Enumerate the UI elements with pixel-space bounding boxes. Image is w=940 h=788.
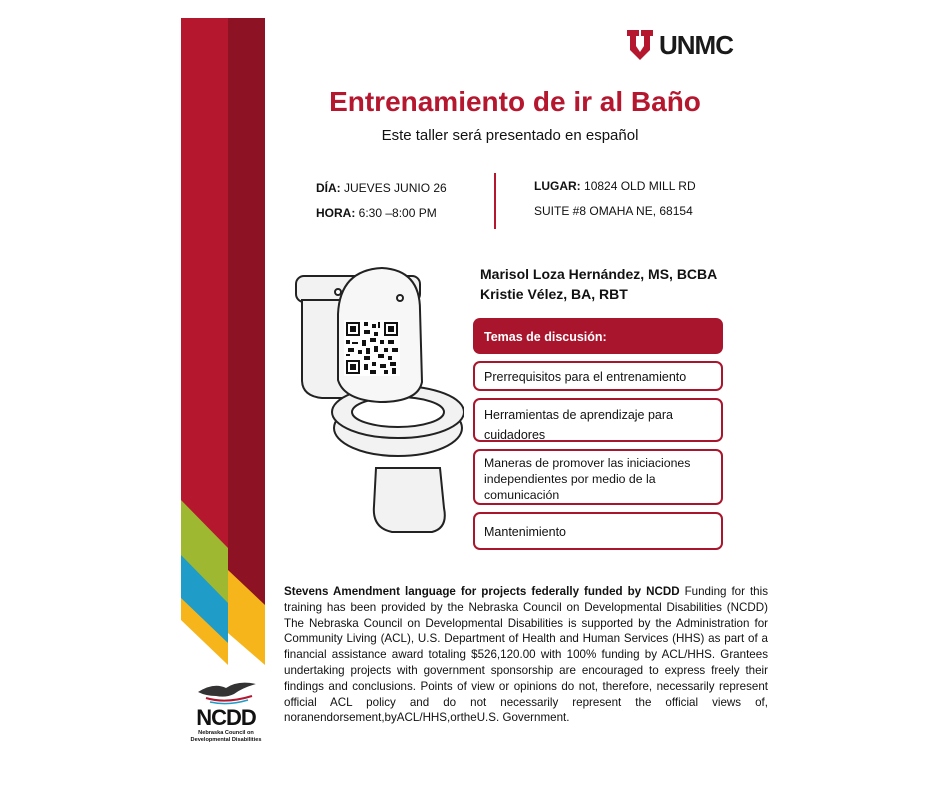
toilet-illustration-icon	[292, 262, 464, 544]
disclaimer-body: Funding for this training has been provided by the Nebraska Council on Developmental Disabilities (NCDD) The Nebraska Council on Developmental Disabilities is supported by the Administration for Community Living (ACL), U.S. Department of Health and Human Services (HHS) as part of a financial assistance award totaling $526,120.00 with 100% funding by ACL/HHS. Grantees undertaking projects with government sponsorship are encouraged to express freely their findings and conclusions. Points of view or opinions do not, therefore, necessarily represent official ACL policy and do not necessarily represent the official views of, noranendorsement,byACL/HHS,ortheU.S. Government.	[284, 585, 768, 725]
topic-item-2	[473, 398, 723, 442]
day-value: JUEVES JUNIO 26	[344, 181, 447, 195]
ncdd-subtitle-line-2: Developmental Disabilities	[190, 736, 262, 743]
event-place	[534, 179, 696, 193]
event-time	[316, 206, 437, 220]
ncdd-subtitle-line-1: Nebraska Council on	[198, 730, 254, 736]
place-label: LUGAR:	[534, 179, 581, 193]
presenter-2: Kristie Vélez, BA, RBT	[480, 286, 628, 302]
ncdd-bird-icon	[196, 678, 260, 706]
page-title: Entrenamiento de ir al Baño	[329, 86, 701, 117]
topic-item-2-text: Herramientas de aprendizaje para cuidadores	[484, 408, 673, 442]
disclaimer-heading: Stevens Amendment language for projects federally funded by NCDD	[284, 585, 680, 598]
unmc-logo-text: UNMC	[659, 30, 733, 60]
time-value: 6:30 –8:00 PM	[358, 206, 437, 220]
ncdd-logo-text: NCDD	[196, 705, 256, 730]
time-label: HORA:	[316, 206, 356, 220]
presenters	[480, 264, 717, 304]
ncdd-subtitle	[180, 730, 272, 743]
topic-item-3: Maneras de promover las iniciaciones independientes por medio de la comunicación	[473, 449, 723, 505]
topic-item-1: Prerrequisitos para el entrenamiento	[473, 361, 723, 391]
topics-heading: Temas de discusión:	[473, 318, 723, 354]
event-day	[316, 181, 447, 195]
place-line-1: 10824 OLD MILL RD	[584, 179, 696, 193]
funding-disclaimer	[284, 584, 768, 726]
qr-code-icon	[344, 320, 400, 376]
presenter-1: Marisol Loza Hernández, MS, BCBA	[480, 266, 718, 282]
topic-item-4: Mantenimiento	[473, 512, 723, 550]
details-divider	[494, 173, 496, 229]
day-label: DÍA:	[316, 181, 341, 195]
place-line-2: SUITE #8 OMAHA NE, 68154	[534, 204, 693, 218]
page-subtitle: Este taller será presentado en español	[381, 127, 639, 144]
